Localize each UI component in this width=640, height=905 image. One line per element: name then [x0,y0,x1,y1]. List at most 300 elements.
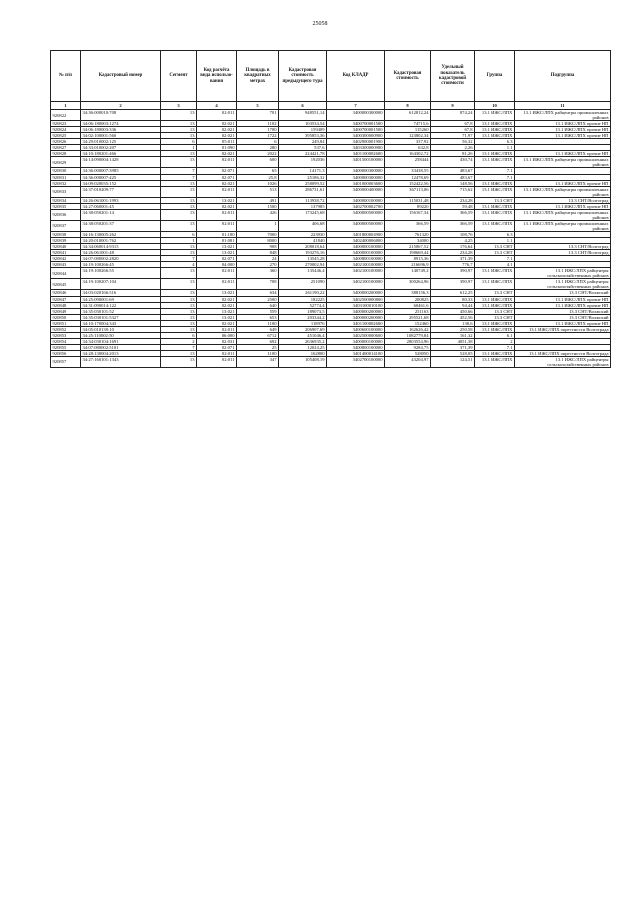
subgroup-cell: 13.1 ИЖС/ЛПХ окрестности Волгограда [515,350,611,356]
usage-code-cell: 02:021 [197,203,237,209]
cadastral-number-cell: 34:19:100207:104 [81,279,161,290]
column-header: Сегмент [161,51,197,102]
cadastral-number-cell: 34:05:010139:10 [81,326,161,332]
usage-code-cell: 02:071 [197,168,237,174]
area-cell: 1700 [237,127,279,133]
row-number-cell: 920829 [51,157,81,168]
unit-cost-cell: 483,67 [431,174,475,180]
subgroup-cell: 13.3 СНТ/Волжский [515,290,611,296]
table-body [51,110,611,368]
previous-cost-cell: 258099,52 [279,180,327,186]
header-row [51,51,611,102]
group-cell: 13.3 СНТ [475,308,515,314]
segment-cell: 13 [161,290,197,296]
cadastral-number-cell: 34:19:100266:55 [81,268,161,279]
column-number: 6 [279,102,327,110]
kladr-code-cell: 3400000200000 [327,314,385,320]
usage-code-cell: 06:000 [197,332,237,338]
segment-cell: 13 [161,296,197,302]
usage-code-cell: 13:021 [197,244,237,250]
usage-code-cell: 02:021 [197,127,237,133]
column-number-row [51,102,611,110]
previous-cost-cell: 113938,72 [279,197,327,203]
kladr-code-cell: 3400000500000 [327,220,385,231]
area-cell: 65 [237,168,279,174]
previous-cost-cell: 261190,22 [279,290,327,296]
segment-cell: 13 [161,110,197,121]
subgroup-cell: 13.1 ИЖС/ЛПХ райцентры промышленных районов [515,110,611,121]
unit-cost-cell: 715,62 [431,186,475,197]
previous-cost-cell: 25186,32 [279,174,327,180]
kladr-code-cell: 3400000500000 [327,209,385,220]
usage-code-cell: 02:021 [197,133,237,139]
previous-cost-cell: 105408,19 [279,356,327,367]
unit-cost-cell: 250,58 [431,326,475,332]
kladr-code-cell: 3400000200000 [327,290,385,296]
group-cell: 13.1 ИЖС/ЛПХ [475,186,515,197]
area-cell: 8000 [237,238,279,244]
cadastral-number-cell: 34:19:100266:45 [81,262,161,268]
previous-cost-cell: 270002,94 [279,262,327,268]
segment-cell: 13 [161,250,197,256]
cadastral-cost-cell: 12478,69 [385,174,431,180]
usage-code-cell: 02:021 [197,121,237,127]
area-cell: 24 [237,256,279,262]
cadastral-number-cell: 34:36:000010:708 [81,110,161,121]
group-cell: 1.1 [475,145,515,151]
cadastral-cost-cell: 1082779,84 [385,332,431,338]
row-number-cell: 920828 [51,151,81,157]
column-number: 5 [237,102,279,110]
column-number: 4 [197,102,237,110]
previous-cost-cell: 395853,36 [279,133,327,139]
unit-cost-cell: 124,51 [431,356,475,367]
row-number-cell: 920846 [51,290,81,296]
row-number-cell: 920837 [51,220,81,231]
table-row [51,268,611,279]
row-number-cell: 920830 [51,168,81,174]
row-number-cell: 920827 [51,145,81,151]
subgroup-cell: 13.3 СНТ/Волгоград [515,197,611,203]
segment-cell: 2 [161,338,197,344]
area-cell: 848 [237,250,279,256]
subgroup-cell: 13.1 ИЖС/ЛПХ райцентры сельскохозяйственных районов [515,268,611,279]
group-cell: 7.1 [475,256,515,262]
unit-cost-cell: 430,74 [431,157,475,168]
subgroup-cell: 13.1 ИЖС/ЛПХ прочие НП [515,180,611,186]
previous-cost-cell: 251090 [279,279,327,290]
subgroup-cell: 13.1 ИЖС/ЛПХ райцентры сельскохозяйственных районов [515,279,611,290]
unit-cost-cell: 234,28 [431,197,475,203]
kladr-code-cell: 3400000300000 [327,174,385,180]
previous-cost-cell: 203344,2 [279,314,327,320]
cadastral-cost-cell: 200825 [385,296,431,302]
usage-code-cell: 02:011 [197,350,237,356]
column-header: Кадастровый номер [81,51,161,102]
segment-cell: 13 [161,197,197,203]
kladr-code-cell: 3400300000900 [327,133,385,139]
column-header: № п/п [51,51,81,102]
usage-code-cell: 02:011 [197,356,237,367]
kladr-code-cell: 3402900001900 [327,139,385,145]
column-number: 8 [385,102,431,110]
previous-cost-cell: 451046,4 [279,332,327,338]
unit-cost-cell: 161,32 [431,332,475,338]
unit-cost-cell: 138,6 [431,320,475,326]
cadastral-number-cell: 34:07:080002:5101 [81,344,161,350]
row-number-cell: 920839 [51,238,81,244]
group-cell: 13.1 ИЖС/ЛПХ [475,296,515,302]
kladr-code-cell: 3400000200000 [327,308,385,314]
previous-cost-cell: 103534,54 [279,121,327,127]
subgroup-cell: 13.3 СНТ/Волгоград [515,250,611,256]
segment-cell: 7 [161,174,197,180]
group-cell: 2 [475,338,515,344]
cadastral-cost-cell: 156167,34 [385,209,431,220]
group-cell: 13.1 ИЖС/ЛПХ [475,209,515,220]
row-number-cell: 920851 [51,320,81,326]
cadastral-number-cell: 34:36:000007:3985 [81,168,161,174]
group-cell: 13.1 ИЖС/ЛПХ [475,127,515,133]
group-cell: 13.1 ИЖС/ЛПХ [475,220,515,231]
row-number-cell: 920852 [51,326,81,332]
area-cell: 1 [237,220,279,231]
cadastral-cost-cell: 140749,2 [385,268,431,279]
cadastral-cost-cell: 258444 [385,157,431,168]
unit-cost-cell: 176,64 [431,244,475,250]
area-cell: 2022 [237,151,279,157]
row-number-cell: 920847 [51,296,81,302]
cadastral-number-cell: 34:03:020166:516 [81,290,161,296]
area-cell: 347 [237,356,279,367]
previous-cost-cell: 2636935,2 [279,338,327,344]
usage-code-cell: 01:180 [197,231,237,237]
row-number-cell: 920841 [51,250,81,256]
cadastral-number-cell: 34:35:030101:52 [81,308,161,314]
previous-cost-cell: 286731,61 [279,186,327,197]
area-cell: 692 [237,338,279,344]
cadastral-number-cell: 34:34:030104:1691 [81,338,161,344]
kladr-code-cell: 3400000300000 [327,110,385,121]
subgroup-cell: 13.1 ИЖС/ЛПХ прочие НП [515,302,611,308]
cadastral-number-cell: 34:37:010209:77 [81,186,161,197]
cadastral-number-cell: 34:14:090004:1428 [81,157,161,168]
previous-cost-cell: 406,68 [279,220,327,231]
usage-code-cell: 13:021 [197,314,237,320]
cadastral-cost-cell: 115031,48 [385,197,431,203]
segment-cell: 13 [161,203,197,209]
cadastral-number-cell: 34:10:170004:343 [81,320,161,326]
cadastral-number-cell: 34:27:060001:45 [81,203,161,209]
row-number-cell: 920854 [51,338,81,344]
group-cell: 13.3 СНТ [475,244,515,250]
cadastral-cost-cell: 89220 [385,203,431,209]
usage-code-cell: 02:021 [197,302,237,308]
segment-cell: 6 [161,231,197,237]
group-cell: 13.1 ИЖС/ЛПХ [475,151,515,157]
cadastral-number-cell: 34:36:000007:425 [81,174,161,180]
group-cell: 13.3 СНТ [475,314,515,320]
area-cell: 7000 [237,231,279,237]
kladr-code-cell: 3402500000600 [327,332,385,338]
segment-cell: 13 [161,320,197,326]
cadastral-cost-cell: 9284,75 [385,344,431,350]
group-cell: 1.1 [475,238,515,244]
kladr-code-cell: 3402100100000 [327,268,385,279]
cadastral-number-cell: 34:06:180003:336 [81,127,161,133]
area-cell: 559 [237,308,279,314]
cadastral-cost-cell: 761320 [385,231,431,237]
kladr-code-cell: 3401100002600 [327,320,385,326]
cadastral-cost-cell: 367113,06 [385,186,431,197]
usage-code-cell: 02:021 [197,151,237,157]
segment-cell: 13 [161,279,197,290]
kladr-code-cell: 3400000100000 [327,197,385,203]
area-cell: 270 [237,262,279,268]
previous-cost-cell: 13545,28 [279,256,327,262]
area-cell: 513 [237,186,279,197]
group-cell: 7.1 [475,344,515,350]
column-number: 7 [327,102,385,110]
column-header: Код КЛАДР [327,51,385,102]
previous-cost-cell: 249,84 [279,139,327,145]
cadastral-number-cell: 34:38:050201:14 [81,209,161,220]
column-number: 11 [515,102,611,110]
unit-cost-cell: 371,39 [431,256,475,262]
area-cell: 1722 [237,133,279,139]
kladr-code-cell: 3400000100000 [327,244,385,250]
group-cell: 13.1 ИЖС/ЛПХ [475,279,515,290]
unit-cost-cell: 94,44 [431,302,475,308]
group-cell: 6.1 [475,332,515,338]
usage-code-cell: 05:011 [197,139,237,145]
subgroup-cell: 13.1 ИЖС/ЛПХ райцентры сельскохозяйственных районов [515,356,611,367]
previous-cost-cell: 537,6 [279,145,327,151]
segment-cell: 13 [161,350,197,356]
cadastral-number-cell: 34:09:020035:152 [81,180,161,186]
previous-cost-cell: 135446,4 [279,268,327,279]
cadastral-number-cell: 34:34:060014:9315 [81,244,161,250]
unit-cost-cell: 4,25 [431,238,475,244]
area-cell: 1500 [237,203,279,209]
kladr-code-cell: 3403100010100 [327,302,385,308]
group-cell: 13.1 ИЖС/ЛПХ [475,268,515,279]
cadastral-number-cell: 34:27:160101:1343 [81,356,161,367]
column-header: Подгруппа [515,51,611,102]
previous-cost-cell: 173245,68 [279,209,327,220]
area-cell: 634 [237,290,279,296]
row-number-cell: 920824 [51,127,81,133]
row-number-cell: 920845 [51,279,81,290]
column-number: 3 [161,102,197,110]
cadastral-cost-cell: 74715,6 [385,121,431,127]
usage-code-cell: 02:021 [197,180,237,186]
unit-cost-cell: 59,48 [431,203,475,209]
area-cell: 640 [237,302,279,308]
subgroup-cell: 13.1 ИЖС/ЛПХ райцентры промышленных районов [515,157,611,168]
previous-cost-cell: 948551,14 [279,110,327,121]
row-number-cell: 920844 [51,268,81,279]
kladr-code-cell: 3400800100000 [327,256,385,262]
group-cell: 13.1 ИЖС/ЛПХ [475,121,515,127]
row-number-cell: 920849 [51,308,81,314]
previous-cost-cell: 159409 [279,127,327,133]
kladr-code-cell: 3400000100000 [327,338,385,344]
cadastral-number-cell: 34:33:010002:207 [81,145,161,151]
subgroup-cell: 13.1 ИЖС/ЛПХ райцентры промышленных районов [515,220,611,231]
previous-cost-cell: 12024,25 [279,344,327,350]
area-cell: 1026 [237,180,279,186]
subgroup-cell: 13.1 ИЖС/ЛПХ райцентры промышленных районов [515,209,611,220]
cadastral-number-cell: 34:31:090014:122 [81,302,161,308]
previous-cost-cell: 118976 [279,320,327,326]
segment-cell: 13 [161,314,197,320]
row-number-cell: 920850 [51,314,81,320]
kladr-code-cell: 3402400006800 [327,238,385,244]
cadastral-cost-cell: 60461,6 [385,302,431,308]
kladr-code-cell: 3401500100000 [327,157,385,168]
segment-cell: 13 [161,356,197,367]
unit-cost-cell: 612,25 [431,290,475,296]
cadastral-cost-cell: 528050 [385,350,431,356]
unit-cost-cell: 71,97 [431,133,475,139]
unit-cost-cell: 2,26 [431,145,475,151]
segment-cell: 13 [161,268,197,279]
row-number-cell: 920842 [51,256,81,262]
kladr-code-cell: 3400600100000 [327,326,385,332]
column-header: Площадь в квадратных метрах [237,51,279,102]
cadastral-number-cell: 34:25:110002:50 [81,332,161,338]
column-number: 9 [431,102,475,110]
usage-code-cell: 13:021 [197,197,237,203]
cadastral-number-cell: 34:28:130004:2013 [81,350,161,356]
subgroup-cell: 13.1 ИЖС/ЛПХ окрестности Волгограда [515,326,611,332]
unit-cost-cell: 366,59 [431,209,475,220]
group-cell: 6.3 [475,139,515,145]
group-cell: 13.1 ИЖС/ЛПХ [475,302,515,308]
cadastral-number-cell: 34:25:090001:69 [81,296,161,302]
table-row [51,110,611,121]
table-row [51,209,611,220]
segment-cell: 13 [161,244,197,250]
subgroup-cell: 13.1 ИЖС/ЛПХ прочие НП [515,151,611,157]
previous-cost-cell: 41840 [279,238,327,244]
cadastral-cost-cell: 612812,24 [385,110,431,121]
area-cell: 25 [237,344,279,350]
row-number-cell: 920822 [51,110,81,121]
previous-cost-cell: 208018,64 [279,244,327,250]
previous-cost-cell: 189073,5 [279,308,327,314]
unit-cost-cell: 80,33 [431,296,475,302]
cadastral-number-cell: 34:07:080002:2820 [81,256,161,262]
subgroup-cell: 13.3 СНТ/Волжский [515,308,611,314]
table-row [51,279,611,290]
area-cell: 360 [237,268,279,279]
area-cell: 280 [237,145,279,151]
subgroup-cell: 13.1 ИЖС/ЛПХ прочие НП [515,127,611,133]
unit-cost-cell: 483,67 [431,168,475,174]
group-cell: 13.1 ИЖС/ЛПХ [475,180,515,186]
cadastral-number-cell: 34:10:180201:466 [81,151,161,157]
column-header: Кадастровая стоимость [385,51,431,102]
cadastral-cost-cell: 2803554,96 [385,338,431,344]
kladr-code-cell: 3400000300000 [327,168,385,174]
previous-cost-cell: 52774,4 [279,302,327,308]
table-row [51,356,611,367]
page-number: 25058 [312,21,328,27]
cadastral-cost-cell: 366,59 [385,220,431,231]
cadastral-cost-cell: 8915,36 [385,256,431,262]
usage-code-cell: 13:021 [197,250,237,256]
subgroup-cell: 13.3 СНТ/Волжский [515,314,611,320]
kladr-code-cell: 3402100100000 [327,262,385,268]
unit-cost-cell: 56,32 [431,139,475,145]
segment-cell: 13 [161,133,197,139]
subgroup-cell: 13.1 ИЖС/ЛПХ прочие НП [515,133,611,139]
usage-code-cell: 13:021 [197,308,237,314]
cadastral-cost-cell: 632,8 [385,145,431,151]
cadastral-cost-cell: 251163 [385,308,431,314]
table-row [51,186,611,197]
usage-code-cell: 02:071 [197,174,237,180]
table-row [51,157,611,168]
group-cell: 13.1 ИЖС/ЛПХ [475,326,515,332]
unit-cost-cell: 452,56 [431,314,475,320]
column-header: Код расчёта вида использо-вания [197,51,237,102]
cadastral-number-cell: 34:06:180003:1274 [81,121,161,127]
segment-cell: 13 [161,121,197,127]
unit-cost-cell: 366,59 [431,220,475,231]
cadastral-number-cell: 34:26:061001:1993 [81,197,161,203]
row-number-cell: 920826 [51,139,81,145]
segment-cell: 4 [161,262,197,268]
subgroup-cell: 13.3 СНТ/Волгоград [515,244,611,250]
cadastral-cost-cell: 295521,68 [385,314,431,320]
kladr-code-cell: 3402100100000 [327,279,385,290]
group-cell: 13.1 ИЖС/ЛПХ [475,157,515,168]
usage-code-cell: 13:021 [197,290,237,296]
cadastral-cost-cell: 33438,55 [385,168,431,174]
subgroup-cell: 13.1 ИЖС/ЛПХ прочие НП [515,320,611,326]
row-number-cell: 920833 [51,186,81,197]
kladr-code-cell: 3400800100000 [327,344,385,350]
kladr-code-cell: 3400000100000 [327,250,385,256]
unit-cost-cell: 81,26 [431,151,475,157]
unit-cost-cell: 371,39 [431,344,475,350]
usage-code-cell: 02:021 [197,320,237,326]
unit-cost-cell: 67,8 [431,121,475,127]
previous-cost-cell: 206907,69 [279,326,327,332]
usage-code-cell: 02:071 [197,344,237,350]
segment-cell: 13 [161,151,197,157]
group-cell: 7.1 [475,168,515,174]
cadastral-cost-cell: 152460 [385,320,431,326]
area-cell: 1100 [237,320,279,326]
kladr-code-cell: 3400700001500 [327,127,385,133]
usage-code-cell: 04:000 [197,262,237,268]
segment-cell: 13 [161,180,197,186]
previous-cost-cell: 14171,3 [279,168,327,174]
cadastral-cost-cell: 115260 [385,127,431,133]
segment-cell: 13 [161,186,197,197]
segment-cell: 1 [161,238,197,244]
column-header: Группа [475,51,515,102]
usage-code-cell: 02:011 [197,209,237,220]
usage-code-cell: 02:011 [197,326,237,332]
area-cell: 491 [237,197,279,203]
kladr-code-cell: 3402700002700 [327,203,385,209]
previous-cost-cell: 192036 [279,157,327,168]
